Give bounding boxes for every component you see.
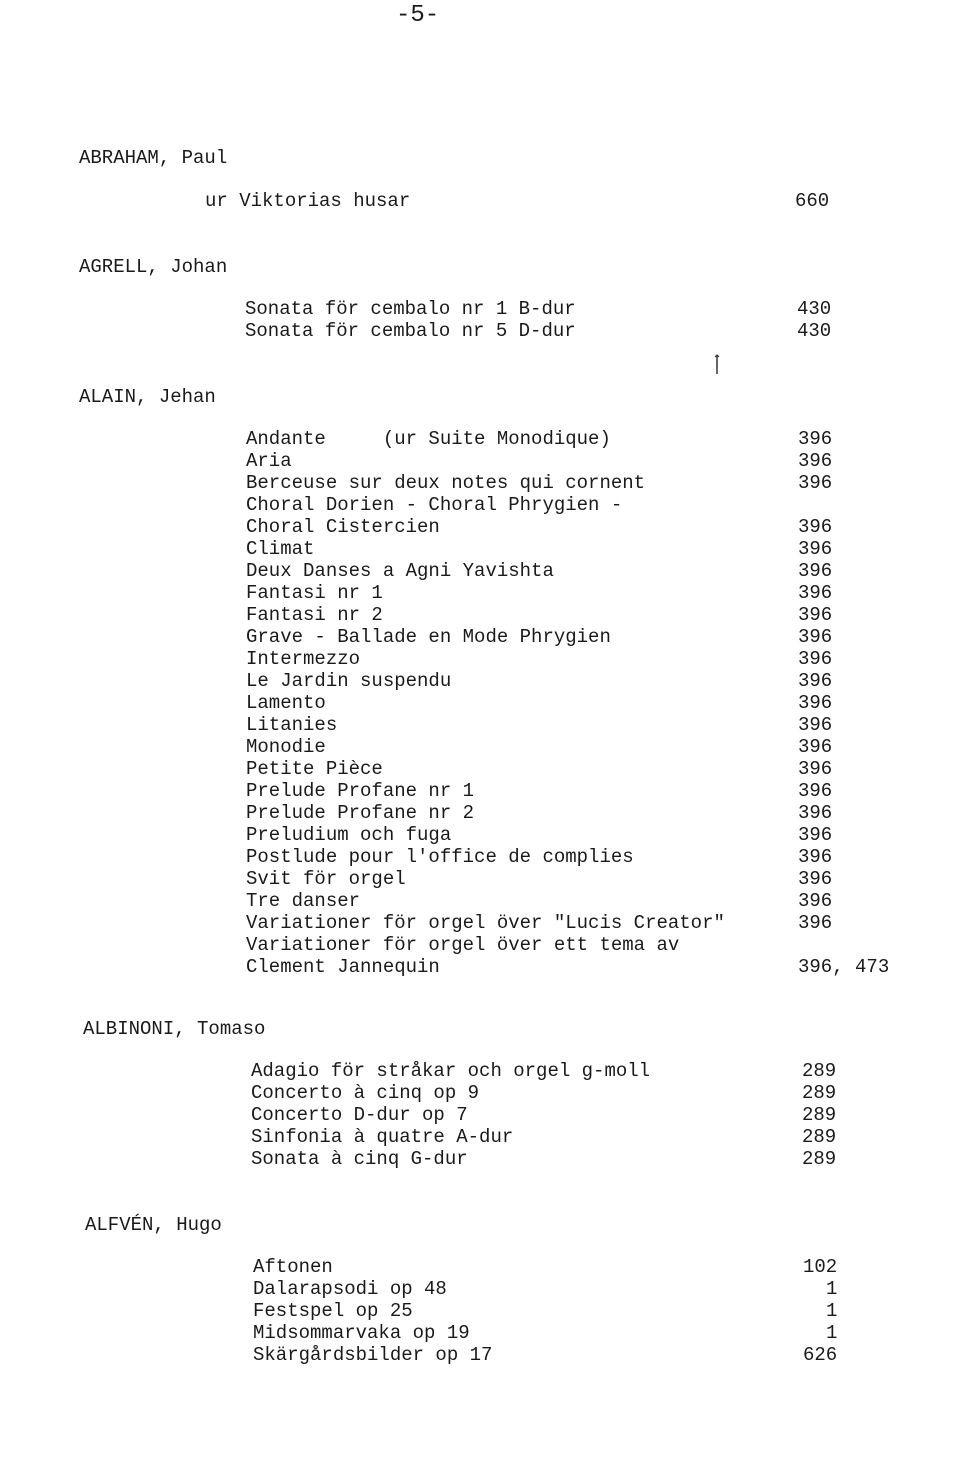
work-pages: 396 [798,802,833,824]
work-pages: 396 [798,692,833,714]
work-pages: 396 [798,582,833,604]
work-pages: 396, 473 [798,956,890,978]
work-pages: 396 [798,648,833,670]
work-pages: 396 [798,560,833,582]
work-title: Preludium och fuga [246,824,452,846]
work-title: Andante (ur Suite Monodique) [246,428,611,450]
composer-heading: ALBINONI, Tomaso [83,1018,266,1040]
work-pages: 396 [798,428,833,450]
work-pages: 430 [797,320,832,342]
work-title: Intermezzo [246,648,361,670]
work-pages: 396 [798,868,833,890]
pen-mark [713,354,721,380]
work-title: Postlude pour l'office de complies [246,846,634,868]
work-title: Deux Danses a Agni Yavishta [246,560,554,582]
work-title: Clement Jannequin [246,956,440,978]
work-pages: 289 [802,1126,837,1148]
work-title: Lamento [246,692,326,714]
work-pages: 396 [798,626,833,648]
work-title: Prelude Profane nr 2 [246,802,475,824]
work-title: Sonata à cinq G-dur [251,1148,468,1170]
work-title: Variationer för orgel över ett tema av [246,934,680,956]
work-title: Climat [246,538,315,560]
work-title: Grave - Ballade en Mode Phrygien [246,626,611,648]
work-pages: 396 [798,824,833,846]
composer-heading: AGRELL, Johan [79,256,228,278]
work-title: Concerto à cinq op 9 [251,1082,480,1104]
work-pages: 396 [798,516,833,538]
work-pages: 396 [798,846,833,868]
work-pages: 289 [802,1082,837,1104]
work-pages: 289 [802,1060,837,1082]
work-title: Sinfonia à quatre A-dur [251,1126,514,1148]
work-pages: 396 [798,714,833,736]
work-pages: 396 [798,736,833,758]
work-title: Festspel op 25 [253,1300,413,1322]
work-pages: 430 [797,298,832,320]
work-title: Litanies [246,714,338,736]
work-title: Concerto D-dur op 7 [251,1104,468,1126]
work-title: Midsommarvaka op 19 [253,1322,470,1344]
work-pages: 660 [795,190,830,212]
work-title: Adagio för stråkar och orgel g-moll [251,1060,651,1082]
work-pages: 396 [798,758,833,780]
work-pages: 1 [826,1300,838,1322]
work-pages: 396 [798,604,833,626]
work-title: Le Jardin suspendu [246,670,452,692]
work-title: Berceuse sur deux notes qui cornent [246,472,646,494]
work-title: Dalarapsodi op 48 [253,1278,447,1300]
work-pages: 289 [802,1148,837,1170]
work-pages: 396 [798,780,833,802]
work-pages: 396 [798,450,833,472]
composer-heading: ABRAHAM, Paul [79,147,228,169]
work-pages: 1 [826,1322,838,1344]
work-title: Fantasi nr 2 [246,604,383,626]
work-pages: 289 [802,1104,837,1126]
work-pages: 396 [798,472,833,494]
composer-heading: ALFVÉN, Hugo [85,1214,222,1236]
work-title: Fantasi nr 1 [246,582,383,604]
work-pages: 1 [826,1278,838,1300]
work-pages: 396 [798,538,833,560]
work-title: Aria [246,450,292,472]
work-title: Svit för orgel [246,868,406,890]
work-title: Tre danser [246,890,361,912]
work-title: Monodie [246,736,326,758]
work-title: Skärgårdsbilder op 17 [253,1344,493,1366]
work-pages: 396 [798,890,833,912]
work-title: Petite Pièce [246,758,383,780]
work-title: Prelude Profane nr 1 [246,780,475,802]
work-pages: 396 [798,670,833,692]
work-title: ur Viktorias husar [205,190,411,212]
work-title: Variationer för orgel över "Lucis Creator" [246,912,725,934]
work-title: Aftonen [253,1256,333,1278]
work-title: Choral Dorien - Choral Phrygien - [246,494,623,516]
composer-heading: ALAIN, Jehan [79,386,216,408]
work-title: Sonata för cembalo nr 5 D-dur [245,320,576,342]
work-pages: 396 [798,912,833,934]
work-title: Sonata för cembalo nr 1 B-dur [245,298,576,320]
work-pages: 102 [803,1256,838,1278]
work-pages: 626 [803,1344,838,1366]
page-number: -5- [396,2,440,29]
work-title: Choral Cistercien [246,516,440,538]
